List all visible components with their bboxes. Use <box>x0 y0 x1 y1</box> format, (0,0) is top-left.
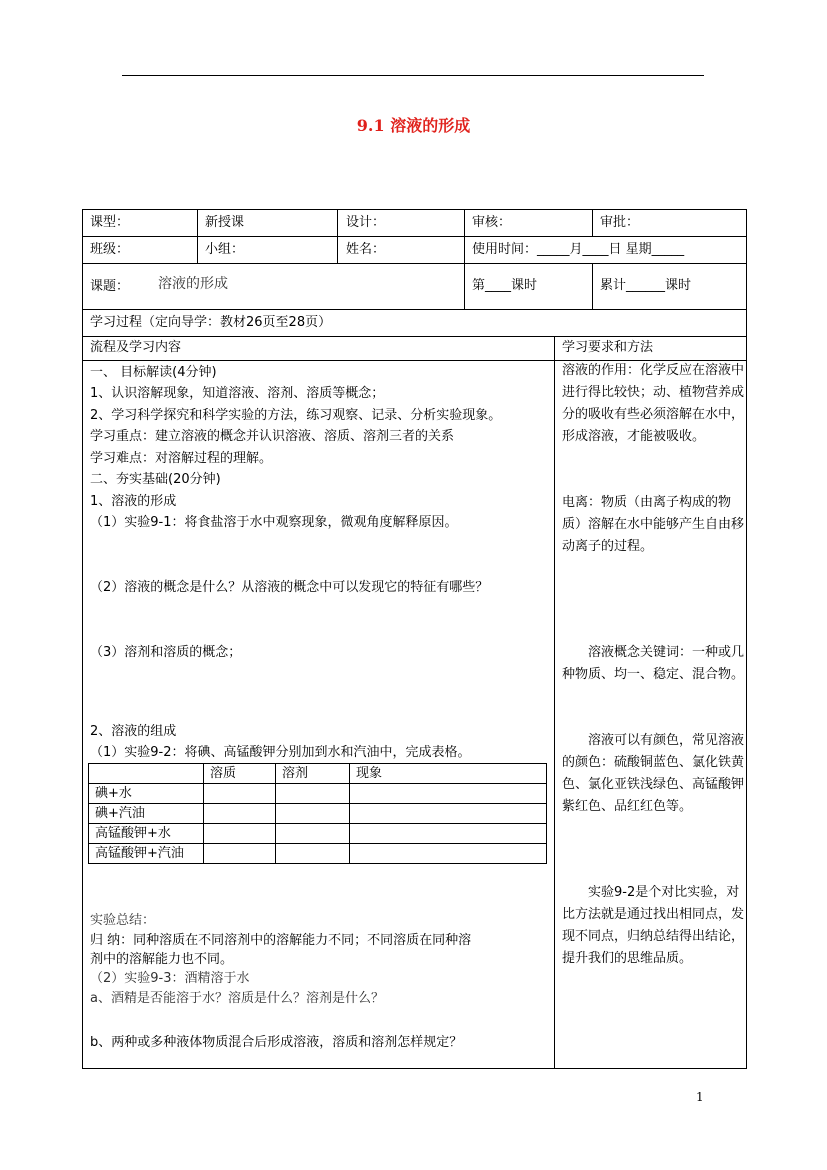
table-cell[interactable] <box>350 844 547 864</box>
table-row <box>89 824 547 844</box>
question-a: a、酒精是否能溶于水？溶质是什么？溶剂是什么？ <box>90 991 384 1006</box>
designer-label: 设计： <box>346 215 386 230</box>
table-cell: 高锰酸钾+汽油 <box>89 844 204 864</box>
col-divider <box>592 209 593 236</box>
question-1: （1）实验9-1：将食盐溶于水中观察现象，微观角度解释原因。 <box>90 515 458 530</box>
col-divider <box>197 209 198 263</box>
note-keywords: 溶液概念关键词：一种或几种物质、均一、稳定、混合物。 <box>562 645 745 682</box>
table-cell[interactable] <box>204 804 276 824</box>
approver-label: 审批： <box>600 215 640 230</box>
group-label: 小组： <box>205 242 245 257</box>
objective-2: 2、学习科学探究和科学实验的方法，练习观察、记录、分析实验现象。 <box>90 408 502 423</box>
table-header-cell: 溶质 <box>204 764 276 784</box>
topic-value: 溶液的形成 <box>158 276 228 292</box>
row-divider <box>82 336 747 337</box>
table-header-cell <box>89 764 204 784</box>
table-header-cell: 现象 <box>350 764 547 784</box>
table-row <box>89 784 547 804</box>
page-number: 1 <box>696 1090 704 1104</box>
table-row <box>89 804 547 824</box>
table-cell[interactable] <box>276 784 350 804</box>
course-type-value: 新授课 <box>205 215 245 230</box>
col-divider <box>464 209 465 309</box>
col-divider <box>337 209 338 263</box>
row-divider <box>82 309 747 310</box>
table-cell[interactable] <box>276 824 350 844</box>
name-label: 姓名： <box>346 242 386 257</box>
reviewer-label: 审核： <box>472 215 512 230</box>
date-label: 使用时间：_____月____日 星期_____ <box>472 242 685 257</box>
table-cell: 碘+水 <box>89 784 204 804</box>
page-title: 9.1 溶液的形成 <box>356 116 471 135</box>
table-cell[interactable] <box>350 784 547 804</box>
question-2: （2）溶液的概念是什么？从溶液的概念中可以发现它的特征有哪些？ <box>90 580 489 595</box>
summary-line-1: 归 纳：同种溶质在不同溶剂中的溶解能力不同；不同溶质在同种溶 <box>90 933 472 948</box>
table-header-cell: 溶剂 <box>276 764 350 784</box>
topic-label: 课题： <box>90 279 130 294</box>
note-solution-role: 溶液的作用：化学反应在溶液中进行得比较快；动、植物营养成分的吸收有些必须溶解在水中，形成溶液，才能被吸收。 <box>562 363 745 444</box>
key-point: 学习重点：建立溶液的概念并认识溶液、溶质、溶剂三者的关系 <box>90 429 455 444</box>
table-header-row <box>89 764 547 784</box>
table-cell: 碘+汽油 <box>89 804 204 824</box>
header-rule <box>122 75 704 76</box>
note-ionization: 电离：物质（由离子构成的物质）溶解在水中能够产生自由移动离子的过程。 <box>562 495 745 554</box>
objective-1: 1、认识溶解现象，知道溶液、溶剂、溶质等概念； <box>90 386 385 401</box>
question-b: b、两种或多种液体物质混合后形成溶液，溶质和溶剂怎样规定？ <box>90 1035 463 1050</box>
table-cell[interactable] <box>204 844 276 864</box>
method-col-header: 学习要求和方法 <box>562 340 654 355</box>
row-divider <box>82 236 747 237</box>
summary-line-2: 剂中的溶解能力也不同。 <box>90 952 234 967</box>
summary-label: 实验总结： <box>90 913 156 928</box>
row-divider <box>82 263 747 264</box>
lesson-total: 累计______课时 <box>600 278 692 293</box>
section-2-title: 二、夯实基础(20分钟) <box>90 472 221 487</box>
content-col-header: 流程及学习内容 <box>90 340 182 355</box>
section-composition: 2、溶液的组成 <box>90 724 177 739</box>
col-divider <box>592 263 593 309</box>
table-cell[interactable] <box>276 804 350 824</box>
class-label: 班级： <box>90 242 130 257</box>
table-row <box>89 844 547 864</box>
note-colors: 溶液可以有颜色，常见溶液的颜色：硫酸铜蓝色、氯化铁黄色、氯化亚铁浅绿色、高锰酸钾紫红色、品红红色等。 <box>562 733 745 814</box>
table-cell[interactable] <box>204 784 276 804</box>
experiment-9-3: （2）实验9-3：酒精溶于水 <box>90 971 250 986</box>
lesson-number: 第____课时 <box>472 278 538 293</box>
difficult-point: 学习难点：对溶解过程的理解。 <box>90 451 273 466</box>
col-divider <box>554 336 555 1069</box>
section-1-title: 一、 目标解读(4分钟) <box>90 365 217 380</box>
subsection-formation: 1、溶液的形成 <box>90 494 177 509</box>
experiment-table <box>88 763 547 864</box>
table-cell[interactable] <box>276 844 350 864</box>
course-type-label: 课型： <box>90 215 130 230</box>
table-cell[interactable] <box>350 804 547 824</box>
table-cell[interactable] <box>350 824 547 844</box>
process-header: 学习过程（定向导学：教材26页至28页） <box>90 315 332 330</box>
table-cell: 高锰酸钾+水 <box>89 824 204 844</box>
experiment-9-2: （1）实验9-2：将碘、高锰酸钾分别加到水和汽油中，完成表格。 <box>90 745 471 760</box>
question-3: （3）溶剂和溶质的概念； <box>90 645 242 660</box>
table-cell[interactable] <box>204 824 276 844</box>
note-comparison: 实验9-2是个对比实验，对比方法就是通过找出相同点，发现不同点，归纳总结得出结论，提升我们的思维品质。 <box>562 885 745 966</box>
